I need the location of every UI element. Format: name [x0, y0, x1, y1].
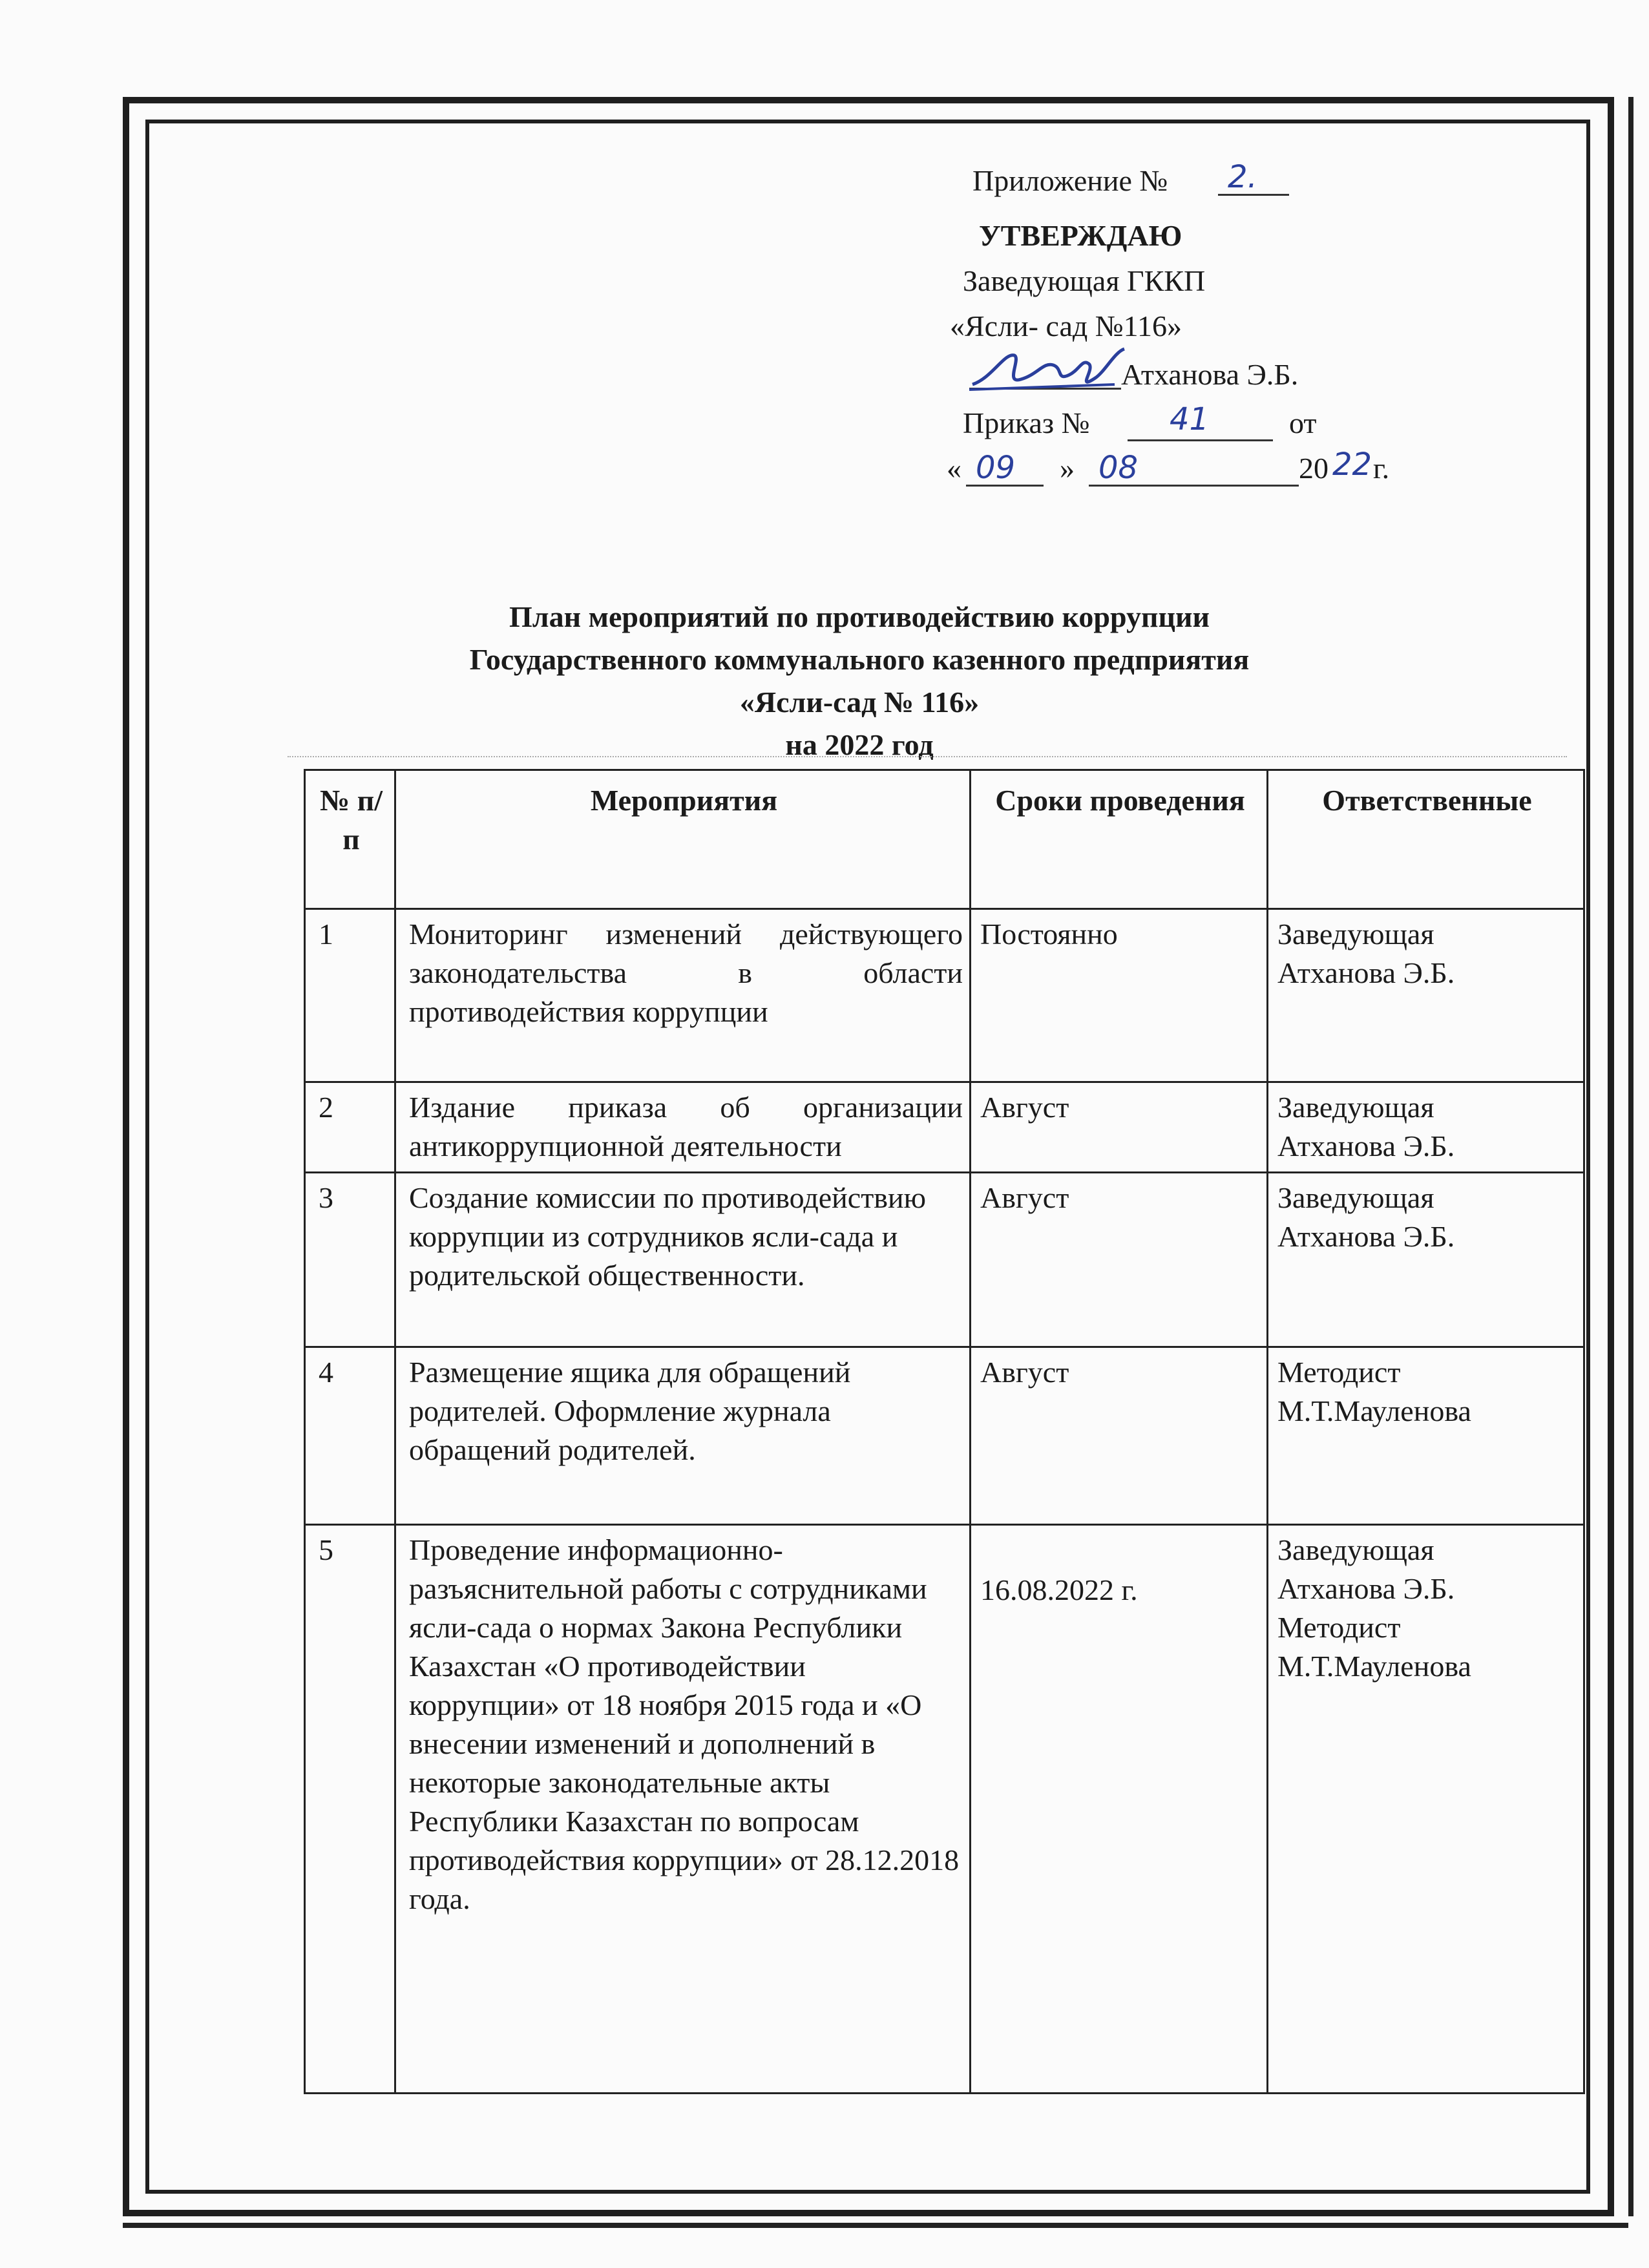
date-quote-close: »: [1060, 452, 1075, 485]
row-responsible: [1268, 1347, 1584, 1525]
responsible-name: Атханова Э.Б.: [1277, 956, 1455, 989]
responsible-name: М.Т.Мауленова: [1277, 1650, 1471, 1683]
table-row: [305, 1173, 1584, 1347]
row-event: Размещение ящика для обращений родителей. Оформление журнала обращений родителей.: [395, 1347, 971, 1525]
document-title: [362, 596, 1357, 766]
row-responsible: [1268, 909, 1584, 1082]
row-responsible: [1268, 1525, 1584, 2094]
responsible-position: Методист: [1277, 1611, 1401, 1644]
row-period: 16.08.2022 г.: [971, 1525, 1268, 2094]
head-name: Атханова Э.Б.: [1121, 358, 1299, 391]
responsible-position: Заведующая: [1277, 1181, 1434, 1214]
order-label: Приказ №: [963, 406, 1090, 439]
title-line-3: «Ясли-сад № 116»: [739, 686, 980, 719]
responsible-name: М.Т.Мауленова: [1277, 1394, 1471, 1427]
title-line-1: План мероприятий по противодействию коррупции: [509, 600, 1210, 633]
row-responsible: [1268, 1173, 1584, 1347]
header-event: Мероприятия: [395, 770, 971, 909]
title-line-4: на 2022 год: [785, 728, 934, 761]
responsible-name: Атханова Э.Б.: [1277, 1220, 1455, 1253]
row-event: Проведение информационно-разъяснительной работы с сотрудниками ясли-сада о нормах Закона Республики Казахстан «О противодействии коррупции» от 18 ноября 2015 года и «О внесении изменений и дополнений в некоторые законодательные акты Республики Казахстан по вопросам противодействия коррупции» от 28.12.2018 года.: [395, 1525, 971, 2094]
row-responsible: [1268, 1082, 1584, 1173]
date-year-handwritten: 22: [1332, 446, 1372, 483]
table-row: [305, 1347, 1584, 1525]
signature-icon: [966, 339, 1134, 397]
order-number-line: [1128, 439, 1273, 441]
row-event: Мониторинг изменений действующего законодательства в области противодействия коррупции: [395, 909, 971, 1082]
header-period: Сроки проведения: [971, 770, 1268, 909]
approve-heading: УТВЕРЖДАЮ: [979, 219, 1182, 252]
order-from-text: от: [1289, 406, 1317, 439]
responsible-position: Заведующая: [1277, 1533, 1434, 1566]
date-quote-open: «: [947, 452, 961, 485]
date-year-prefix: 20: [1299, 452, 1329, 485]
table-row: [305, 1525, 1584, 2094]
date-year-end: г.: [1373, 452, 1390, 485]
appendix-number-line: [1218, 194, 1289, 196]
row-event: Издание приказа об организации антикоррупционной деятельности: [395, 1082, 971, 1173]
responsible-position: Заведующая: [1277, 1091, 1434, 1124]
plan-table: [304, 769, 1585, 2094]
row-num: 1: [305, 909, 395, 1082]
row-num: 2: [305, 1082, 395, 1173]
row-period: Август: [971, 1347, 1268, 1525]
order-number-handwritten: 41: [1170, 401, 1210, 437]
page-border-shadow-bottom: [123, 2223, 1628, 2228]
header-num: № п/п: [305, 770, 395, 909]
position-text: Заведующая ГККП: [963, 264, 1206, 297]
date-day-handwritten: 09: [976, 450, 1016, 486]
table-row: [305, 1082, 1584, 1173]
appendix-number-handwritten: 2.: [1228, 159, 1257, 195]
scan-dotted-line: [288, 756, 1567, 757]
date-month-handwritten: 08: [1098, 450, 1139, 486]
row-num: 5: [305, 1525, 395, 2094]
title-line-2: Государственного коммунального казенного предприятия: [469, 643, 1250, 676]
table-row: [305, 909, 1584, 1082]
row-period: Постоянно: [971, 909, 1268, 1082]
header-responsible: Ответственные: [1268, 770, 1584, 909]
row-period: Август: [971, 1173, 1268, 1347]
appendix-label: Приложение №: [972, 164, 1168, 197]
row-num: 4: [305, 1347, 395, 1525]
row-period: Август: [971, 1082, 1268, 1173]
organization-text: «Ясли- сад №116»: [950, 310, 1182, 342]
responsible-name: Атханова Э.Б.: [1277, 1129, 1455, 1162]
responsible-position: Методист: [1277, 1356, 1401, 1389]
responsible-position: Заведующая: [1277, 918, 1434, 950]
row-num: 3: [305, 1173, 395, 1347]
responsible-name: Атханова Э.Б.: [1277, 1572, 1455, 1605]
row-event: Создание комиссии по противодействию коррупции из сотрудников ясли-сада и родительской общественности.: [395, 1173, 971, 1347]
page-border-shadow-right: [1628, 97, 1633, 2216]
table-header-row: [305, 770, 1584, 909]
